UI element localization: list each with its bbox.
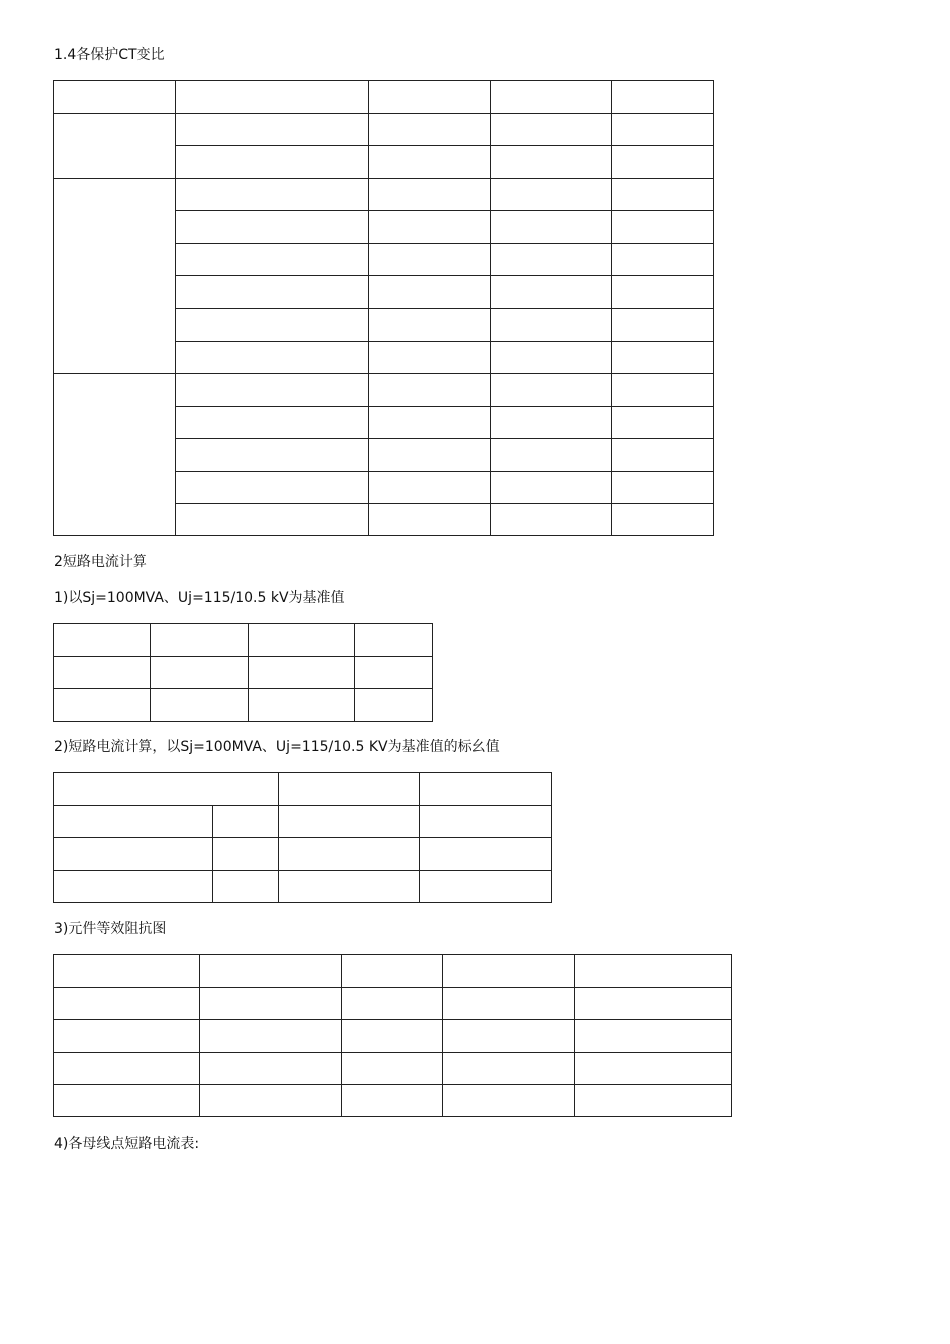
table-row [54,773,552,806]
table-cell [443,988,575,1020]
table-cell [176,407,369,439]
table-row [54,1020,732,1053]
table-cell [369,407,491,439]
table-cell [491,244,612,276]
table-cell [355,624,433,657]
table-cell [612,407,714,439]
table-cell [54,988,200,1020]
table-cell [420,838,552,871]
table-cell [151,657,249,689]
table-cell [176,504,369,536]
table-cell [342,1020,443,1053]
table-cell [491,211,612,244]
table-cell [176,114,369,146]
per-unit-table [53,772,552,903]
table-cell [575,1085,732,1117]
table-cell [575,1053,732,1085]
table-row [54,624,433,657]
table-cell [54,657,151,689]
table-cell [612,439,714,472]
table-cell [612,81,714,114]
table-cell [491,114,612,146]
table-cell [612,276,714,309]
table-cell [176,439,369,472]
table-row [54,689,433,722]
table-cell [612,179,714,211]
table-cell [279,871,420,903]
table-cell [249,689,355,722]
table-cell [249,624,355,657]
table-cell [200,1085,342,1117]
table-cell [443,1053,575,1085]
table-cell [369,244,491,276]
table-cell [443,1020,575,1053]
table-cell [369,81,491,114]
table-cell [491,439,612,472]
table-cell [54,624,151,657]
table-cell [369,276,491,309]
table-row [54,179,714,211]
table-cell [612,114,714,146]
table-cell [355,689,433,722]
table-row [54,871,552,903]
table-cell [279,838,420,871]
table-cell [575,1020,732,1053]
table-cell [176,81,369,114]
table-cell [612,342,714,374]
table-cell [612,211,714,244]
table-cell [342,1085,443,1117]
table-row [54,988,732,1020]
table-cell [369,211,491,244]
table-cell [176,211,369,244]
table-cell [176,342,369,374]
table-cell [342,988,443,1020]
table-row [54,955,732,988]
table-cell [612,309,714,342]
table-cell [420,773,552,806]
table-cell [491,342,612,374]
table-cell [213,806,279,838]
table-cell [491,472,612,504]
table-cell [200,955,342,988]
heading-impedance-diagram: 3)元件等效阻抗图 [54,921,167,937]
table-cell [54,179,176,374]
table-cell [491,407,612,439]
table-cell [54,374,176,536]
table-cell [420,806,552,838]
table-cell [342,955,443,988]
impedance-table [53,954,732,1117]
table-cell [54,114,176,179]
table-cell [491,309,612,342]
table-cell [443,1085,575,1117]
table-cell [369,472,491,504]
table-cell [612,504,714,536]
table-cell [279,806,420,838]
table-cell [369,374,491,407]
table-cell [54,806,213,838]
table-cell [249,657,355,689]
table-cell [54,1053,200,1085]
table-cell [200,1053,342,1085]
table-cell [491,81,612,114]
table-cell [200,1020,342,1053]
table-cell [176,374,369,407]
table-cell [54,871,213,903]
table-cell [176,146,369,179]
heading-base-values: 1)以Sj=100MVA、Uj=115/10.5 kV为基准值 [54,590,345,606]
table-cell [54,838,213,871]
table-cell [491,179,612,211]
table-cell [176,179,369,211]
table-cell [200,988,342,1020]
table-cell [491,374,612,407]
table-cell [369,179,491,211]
table-cell [176,309,369,342]
table-row [54,657,433,689]
table-cell [342,1053,443,1085]
table-cell [355,657,433,689]
table-cell [369,146,491,179]
table-cell [213,838,279,871]
table-row [54,1085,732,1117]
table-cell [369,342,491,374]
heading-ct-ratio: 1.4各保护CT变比 [54,47,165,63]
table-cell [369,439,491,472]
table-cell [369,504,491,536]
table-row [54,81,714,114]
table-cell [612,472,714,504]
base-values-table [53,623,433,722]
table-cell [54,1085,200,1117]
table-cell [491,146,612,179]
table-cell [151,689,249,722]
table-cell [54,955,200,988]
table-row [54,838,552,871]
table-cell [420,871,552,903]
table-cell [443,955,575,988]
table-cell [612,146,714,179]
table-cell [279,773,420,806]
table-cell [369,309,491,342]
table-cell [575,955,732,988]
table-cell [176,244,369,276]
table-cell [575,988,732,1020]
table-cell [54,773,279,806]
table-row [54,374,714,407]
table-row [54,1053,732,1085]
table-row [54,806,552,838]
table-cell [491,504,612,536]
table-cell [612,244,714,276]
heading-short-circuit: 2短路电流计算 [54,554,147,570]
table-cell [54,81,176,114]
table-cell [612,374,714,407]
heading-per-unit: 2)短路电流计算，以Sj=100MVA、Uj=115/10.5 KV为基准值的标幺值 [54,739,500,755]
table-cell [151,624,249,657]
table-row [54,114,714,146]
table-cell [54,1020,200,1053]
table-cell [54,689,151,722]
table-cell [176,472,369,504]
table-cell [176,276,369,309]
table-cell [491,276,612,309]
table-cell [369,114,491,146]
heading-busbar-table: 4)各母线点短路电流表: [54,1136,200,1152]
table-cell [213,871,279,903]
ct-ratio-table [53,80,714,536]
